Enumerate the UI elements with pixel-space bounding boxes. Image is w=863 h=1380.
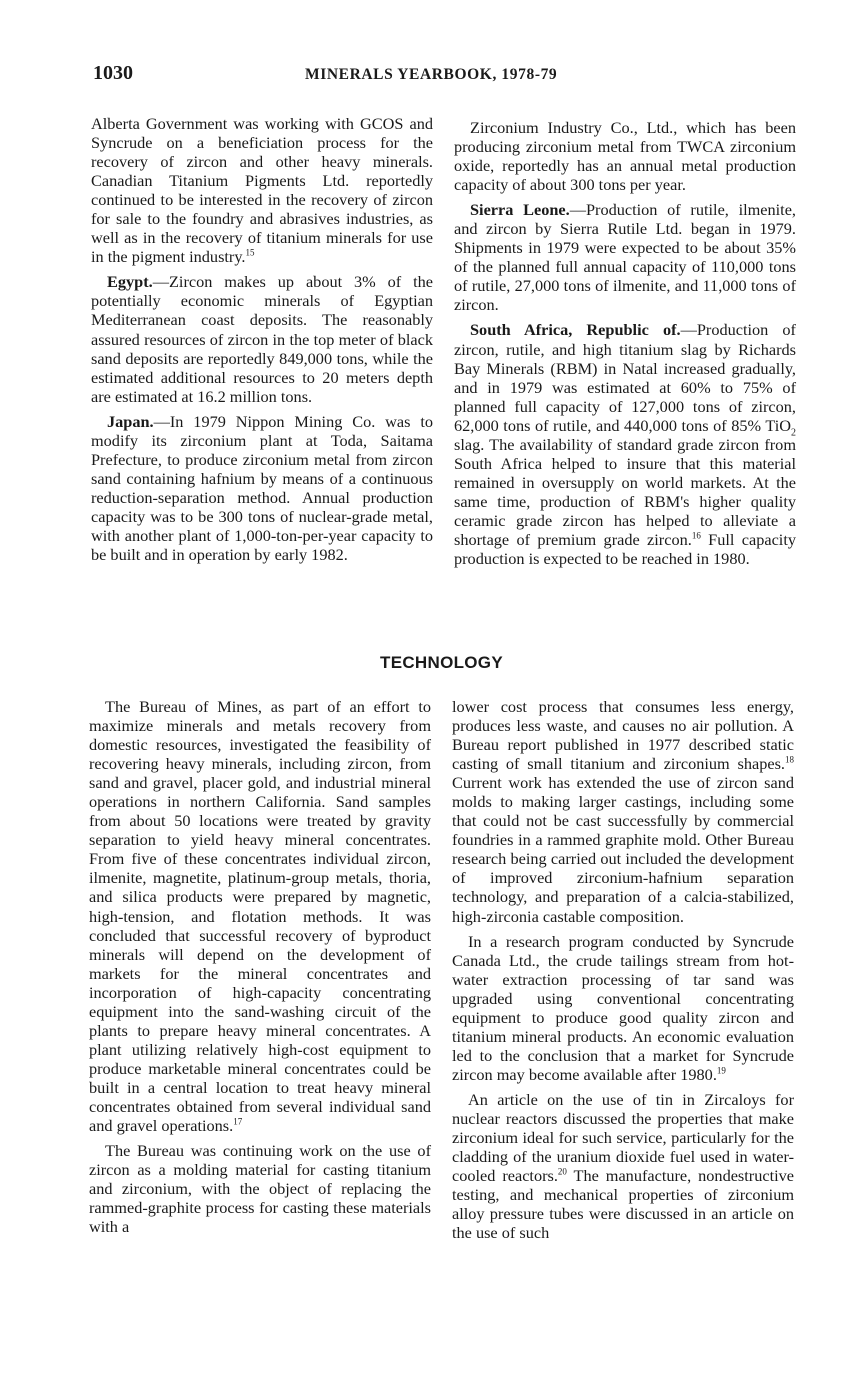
technology-column-left <box>89 697 431 1242</box>
subscript: 2 <box>791 426 796 438</box>
paragraph-bureau-molding: The Bureau was continuing work on the use of zircon as a molding material for casting titanium and zirconium, with the object of replacing the rammed-graphite process for casting these materials with a <box>89 1141 431 1237</box>
technology-column-right <box>452 697 794 1248</box>
footnote-ref: 18 <box>785 754 794 765</box>
section-heading-technology: TECHNOLOGY <box>380 653 503 672</box>
running-title: MINERALS YEARBOOK, 1978-79 <box>305 66 558 83</box>
paragraph-egypt: Egypt.—Zircon makes up about 3% of the potentially economic minerals of Egyptian Mediterranean coast deposits. The reasonably assured resources of zircon in the top meter of black sand deposits are reportedly 849,000 tons, while the estimated additional resources to 20 meters depth are estimated at 16.2 million tons. <box>91 272 433 406</box>
paragraph-zirconium-industry: Zirconium Industry Co., Ltd., which has been producing zirconium metal from TWCA zirconium oxide, reportedly has an annual metal production capacity of about 300 tons per year. <box>454 118 796 195</box>
lead-south-africa: South Africa, Republic of. <box>470 320 681 340</box>
paragraph-alberta: Alberta Government was working with GCOS and Syncrude on a beneficiation process for the recovery of zircon and other heavy minerals. Canadian Titanium Pigments Ltd. reportedly continued to be interested in the recovery of zircon for sale to the foundry and abrasives industries, as well as in the recovery of titanium minerals for use in the pigment industry.$^{15}$ <box>91 114 433 267</box>
footnote-ref: 19 <box>716 1065 726 1076</box>
lead-japan: Japan. <box>107 411 154 431</box>
footnote-ref: 17 <box>233 1116 243 1127</box>
paragraph-south-africa: South Africa, Republic of.—Production of zircon, rutile, and high titanium slag by Richards Bay Minerals (RBM) in Natal increased gradually, and in 1979 was estimated at 60% to 75% of planned full capacity of 127,000 tons of zircon, 62,000 tons of rutile, and 440,000 tons of 85% TiO$_2$ slag. The availability of standard grade zircon from South Africa helped to insure that this material remained in oversupply on world markets. At the same time, production of RBM's higher quality ceramic grade zircon has helped to alleviate a shortage of premium grade zircon.$^{16}$ Full capacity production is expected to be reached in 1980. <box>454 320 796 569</box>
top-column-left <box>91 114 433 570</box>
footnote-ref: 16 <box>691 530 701 541</box>
paragraph-zircaloys: An article on the use of tin in Zircaloys for nuclear reactors discussed the properties that make zirconium ideal for such service, particularly for the cladding of the uranium dioxide fuel used in water-cooled reactors.$^{20}$ The manufacture, nondestructive testing, and mechanical properties of zirconium alloy pressure tubes were discussed in an article on the use of such <box>452 1089 794 1243</box>
lead-egypt: Egypt. <box>107 272 153 292</box>
footnote-ref: 20 <box>557 1166 567 1177</box>
footnote-ref: 15 <box>245 247 255 258</box>
top-column-right <box>454 118 796 574</box>
lead-sierra-leone: Sierra Leone. <box>470 200 570 220</box>
paragraph-lower-cost-process: lower cost process that consumes less energy, produces less waste, and causes no air pollution. A Bureau report published in 1977 described static casting of small titanium and zirconium shapes.$^{18}$ Current work has extended the use of zircon sand molds to making larger castings, including some that could not be cast successfully by commercial foundries in a rammed graphite mold. Other Bureau research being carried out included the development of improved zirconium-hafnium separation technology, and preparation of a calcia-stabilized, high-zirconia castable composition. <box>452 697 794 926</box>
paragraph-sierra-leone: Sierra Leone.—Production of rutile, ilmenite, and zircon by Sierra Rutile Ltd. began in 1979. Shipments in 1979 were expected to be about 35% of the planned full annual capacity of 110,000 tons of rutile, 27,000 tons of ilmenite, and 11,000 tons of zircon. <box>454 200 797 315</box>
paragraph-syncrude-research: In a research program conducted by Syncrude Canada Ltd., the crude tailings stream from hot-water extraction processing of tar sand was upgraded using conventional concentrating equipment to produce good quality zircon and titanium mineral products. An economic evaluation led to the conclusion that a market for Syncrude zircon may become available after 1980.19 <box>452 931 794 1084</box>
page-number: 1030 <box>93 62 133 84</box>
paragraph-japan: Japan.—In 1979 Nippon Mining Co. was to modify its zirconium plant at Toda, Saitama Prefecture, to produce zirconium metal from zircon sand containing hafnium by means of a continuous reduction-separation method. Annual production capacity was to be 300 tons of nuclear-grade metal, with another plant of 1,000-ton-per-year capacity to be built and in operation by early 1982. <box>91 411 433 565</box>
paragraph-bureau-heavy-minerals: The Bureau of Mines, as part of an effort to maximize minerals and metals recovery from domestic resources, investigated the feasibility of recovering heavy minerals, including zircon, from sand and gravel, placer gold, and industrial mineral operations in northern California. Sand samples from about 50 locations were treated by gravity separation to yield heavy mineral concentrates. From five of these concentrates individual zircon, ilmenite, magnetite, platinum-group metals, thoria, and silica products were prepared by magnetic, high-tension, and flotation methods. It was concluded that successful recovery of byproduct minerals will depend on the development of markets for the mineral concentrates and incorporation of high-capacity concentrating equipment into the sand-washing circuit of the plants to prepare heavy mineral concentrates. A plant utilizing relatively high-cost equipment to produce marketable mineral concentrates could be built in a central location to treat heavy mineral concentrates obtained from several individual sand and gravel operations.$^{17}$ <box>89 697 431 1136</box>
